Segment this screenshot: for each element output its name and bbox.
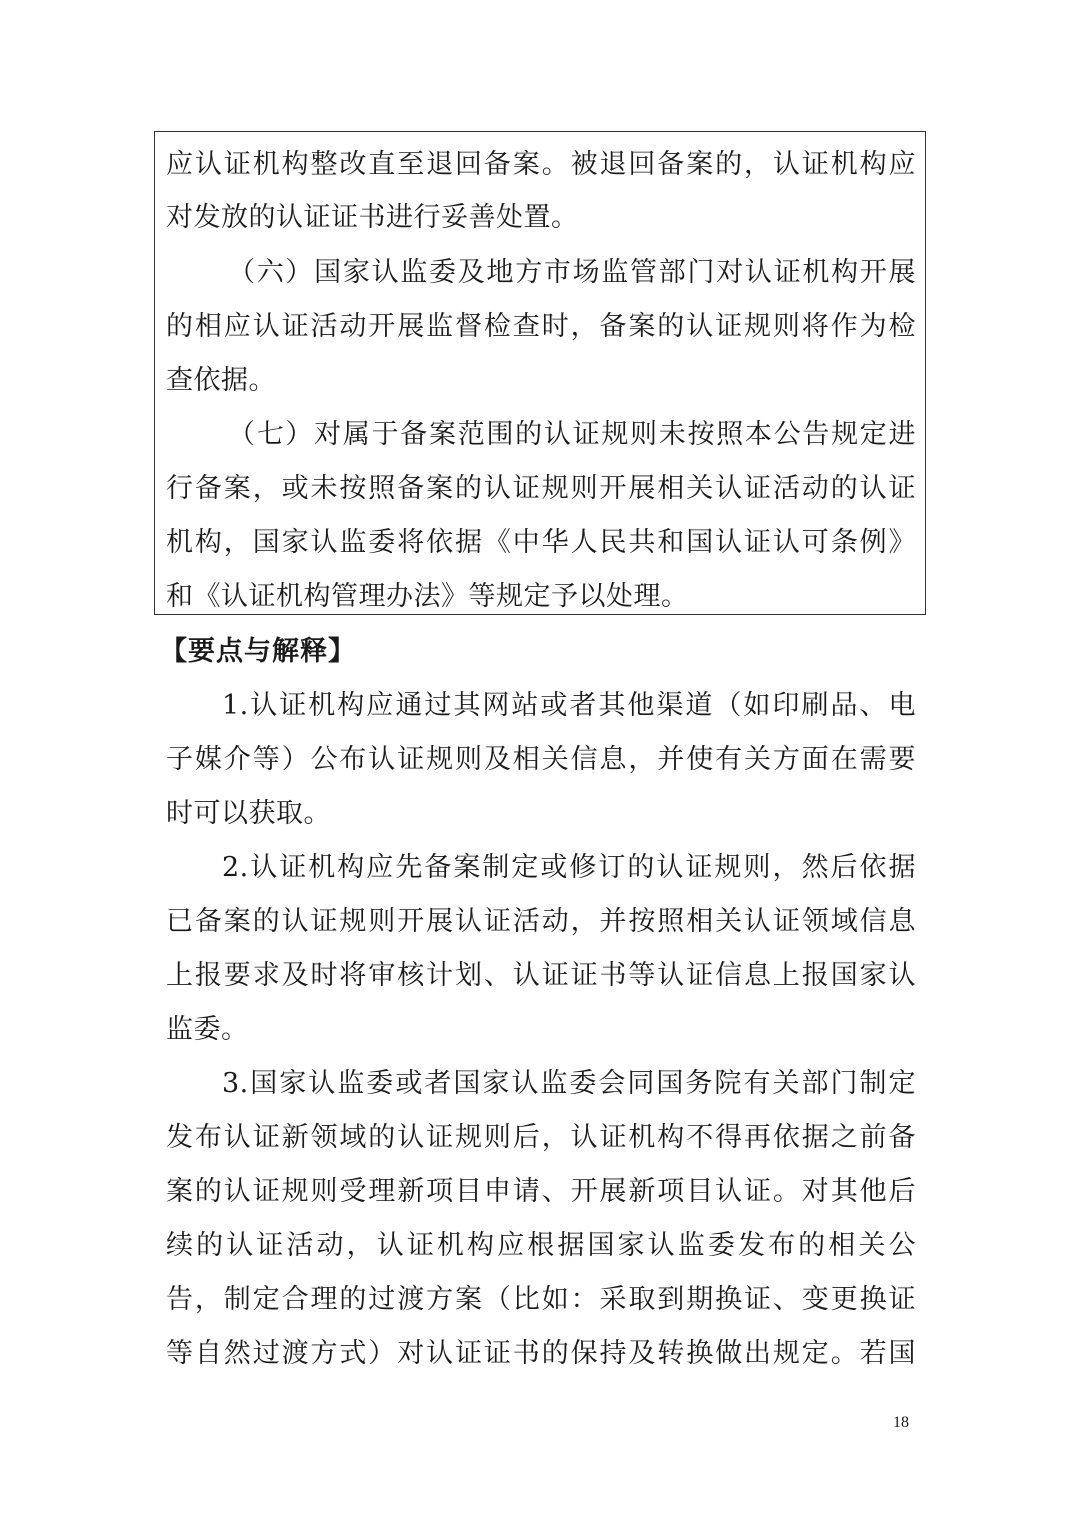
body-line: 上报要求及时将审核计划、认证证书等认证信息上报国家认	[166, 960, 916, 991]
body-line: 监委。	[166, 1014, 249, 1045]
body-line: 续的认证活动，认证机构应根据国家认监委发布的相关公	[166, 1230, 916, 1261]
box-line: 对发放的认证证书进行妥善处置。	[166, 202, 579, 233]
box-line: 的相应认证活动开展监督检查时，备案的认证规则将作为检	[166, 311, 916, 342]
body-paragraph-2-start: 2.认证机构应先备案制定或修订的认证规则，然后依据	[222, 852, 916, 883]
body-line: 已备案的认证规则开展认证活动，并按照相关认证领域信息	[166, 906, 916, 937]
body-line: 发布认证新领域的认证规则后，认证机构不得再依据之前备	[166, 1122, 916, 1153]
box-line: 查依据。	[166, 365, 276, 396]
box-line: 行备案，或未按照备案的认证规则开展相关认证活动的认证	[166, 473, 916, 504]
box-line: 机构，国家认监委将依据《中华人民共和国认证认可条例》	[166, 527, 916, 558]
body-paragraph-3-start: 3.国家认监委或者国家认监委会同国务院有关部门制定	[222, 1068, 916, 1099]
body-paragraph-1-start: 1.认证机构应通过其网站或者其他渠道（如印刷品、电	[222, 690, 916, 721]
box-line: 应认证机构整改直至退回备案。被退回备案的，认证机构应	[166, 149, 916, 180]
section-heading: 【要点与解释】	[160, 636, 356, 667]
body-line: 时可以获取。	[166, 798, 331, 829]
body-line: 子媒介等）公布认证规则及相关信息，并使有关方面在需要	[166, 744, 916, 775]
box-line: 和《认证机构管理办法》等规定予以处理。	[166, 581, 689, 612]
page-number: 18	[893, 1414, 909, 1431]
box-paragraph-seven-start: （七）对属于备案范围的认证规则未按照本公告规定进	[228, 419, 916, 450]
body-line: 等自然过渡方式）对认证证书的保持及转换做出规定。若国	[166, 1338, 916, 1369]
box-paragraph-six-start: （六）国家认监委及地方市场监管部门对认证机构开展	[228, 257, 916, 288]
body-line: 案的认证规则受理新项目申请、开展新项目认证。对其他后	[166, 1176, 916, 1207]
body-line: 告，制定合理的过渡方案（比如：采取到期换证、变更换证	[166, 1284, 916, 1315]
